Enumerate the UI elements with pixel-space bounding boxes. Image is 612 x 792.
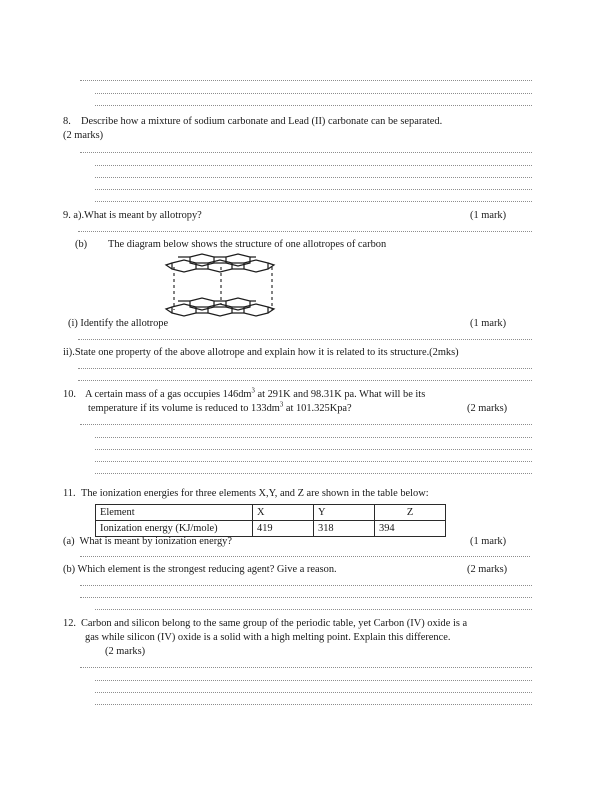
question-10-line-2-post: at 101.325Kpa?	[283, 403, 352, 414]
table-cell-energy-x: 419	[253, 521, 314, 537]
question-12-line-1: Carbon and silicon belong to the same group of the periodic table, yet Carbon (IV) oxide is a	[81, 618, 468, 629]
answer-rule	[95, 189, 532, 190]
hexagon	[226, 254, 250, 266]
graphite-diagram-svg	[160, 252, 290, 320]
table-cell-element-z: Z	[375, 505, 446, 521]
answer-rule	[78, 368, 532, 369]
hexagon	[190, 298, 214, 310]
question-11b-text: (b) Which element is the strongest reducing agent? Give a reason.	[63, 564, 337, 575]
question-9b-text: The diagram below shows the structure of one allotropes of carbon	[108, 239, 387, 250]
question-10-line-2	[88, 402, 352, 416]
question-10-line-2-pre: temperature if its volume is reduced to 133dm	[88, 403, 280, 414]
answer-rule	[95, 437, 532, 438]
question-10-line-1-superscript: 3	[251, 387, 255, 395]
question-9b-label: (b)	[75, 239, 88, 250]
answer-rule	[80, 667, 532, 668]
table-cell-element-label: Element	[96, 505, 253, 521]
answer-rule	[95, 105, 532, 106]
answer-rule	[80, 152, 532, 153]
answer-rule	[95, 177, 532, 178]
question-12-marks: (2 marks)	[105, 646, 146, 657]
question-9bi-marks: (1 mark)	[470, 318, 507, 329]
hexagon-edge	[166, 307, 172, 313]
answer-rule	[95, 165, 532, 166]
answer-rule	[95, 449, 532, 450]
hexagon	[244, 304, 268, 316]
answer-rule	[95, 473, 532, 474]
answer-rule	[95, 680, 532, 681]
question-9bii-text: ii).State one property of the above allotrope and explain how it is related to its structure.(2mks)	[63, 347, 459, 358]
answer-rule	[95, 93, 532, 94]
table-cell-energy-y: 318	[314, 521, 375, 537]
hexagon	[190, 254, 214, 266]
answer-rule	[95, 609, 532, 610]
answer-rule	[95, 692, 532, 693]
question-11a-marks: (1 mark)	[470, 536, 507, 547]
table-cell-energy-z: 394	[375, 521, 446, 537]
question-11b-marks: (2 marks)	[467, 564, 508, 575]
question-10-number: 10.	[63, 389, 76, 400]
question-11a-text: (a) What is meant by ionization energy?	[63, 536, 232, 547]
hexagon-edge	[268, 307, 274, 313]
hexagon	[244, 260, 268, 272]
answer-rule	[95, 461, 532, 462]
answer-rule	[95, 201, 532, 202]
hexagon	[208, 260, 232, 272]
hexagon	[208, 304, 232, 316]
question-10-line-1	[85, 388, 425, 402]
answer-rule	[80, 556, 530, 557]
answer-rule	[80, 585, 532, 586]
table-cell-energy-label: Ionization energy (KJ/mole)	[96, 521, 253, 537]
question-12-number: 12.	[63, 618, 76, 629]
ionization-energy-table	[95, 504, 446, 537]
hexagon-edge	[166, 263, 172, 269]
answer-rule	[80, 80, 532, 81]
answer-rule	[80, 424, 532, 425]
hexagon	[172, 260, 196, 272]
answer-rule	[78, 231, 532, 232]
question-8-number: 8.	[63, 116, 71, 127]
table-row-header	[96, 505, 446, 521]
question-8-text: Describe how a mixture of sodium carbonate and Lead (II) carbonate can be separated.	[81, 116, 443, 127]
question-9a-marks: (1 mark)	[470, 210, 507, 221]
hexagon	[172, 304, 196, 316]
answer-rule	[95, 704, 532, 705]
answer-rule	[78, 339, 532, 340]
question-11-text: The ionization energies for three elements X,Y, and Z are shown in the table below:	[81, 488, 429, 499]
question-10-line-1-post: at 291K and 98.31K pa. What will be its	[254, 389, 426, 400]
question-8-marks: (2 marks)	[63, 130, 104, 141]
question-10-line-2-superscript: 3	[279, 401, 284, 409]
question-12-line-2: gas while silicon (IV) oxide is a solid with a high melting point. Explain this difference.	[85, 632, 451, 643]
question-9bi-text: (i) Identify the allotrope	[68, 318, 169, 329]
question-11-number: 11.	[63, 488, 76, 499]
hexagon-edge	[268, 263, 274, 269]
question-10-marks: (2 marks)	[467, 403, 508, 414]
answer-rule	[80, 597, 532, 598]
table-cell-element-y: Y	[314, 505, 375, 521]
answer-rule	[78, 380, 532, 381]
question-9a-text: 9. a).What is meant by allotropy?	[63, 210, 202, 221]
table-cell-element-x: X	[253, 505, 314, 521]
question-10-line-1-pre: A certain mass of a gas occupies 146dm	[85, 389, 252, 400]
graphite-structure-diagram	[160, 252, 290, 320]
hexagon	[226, 298, 250, 310]
